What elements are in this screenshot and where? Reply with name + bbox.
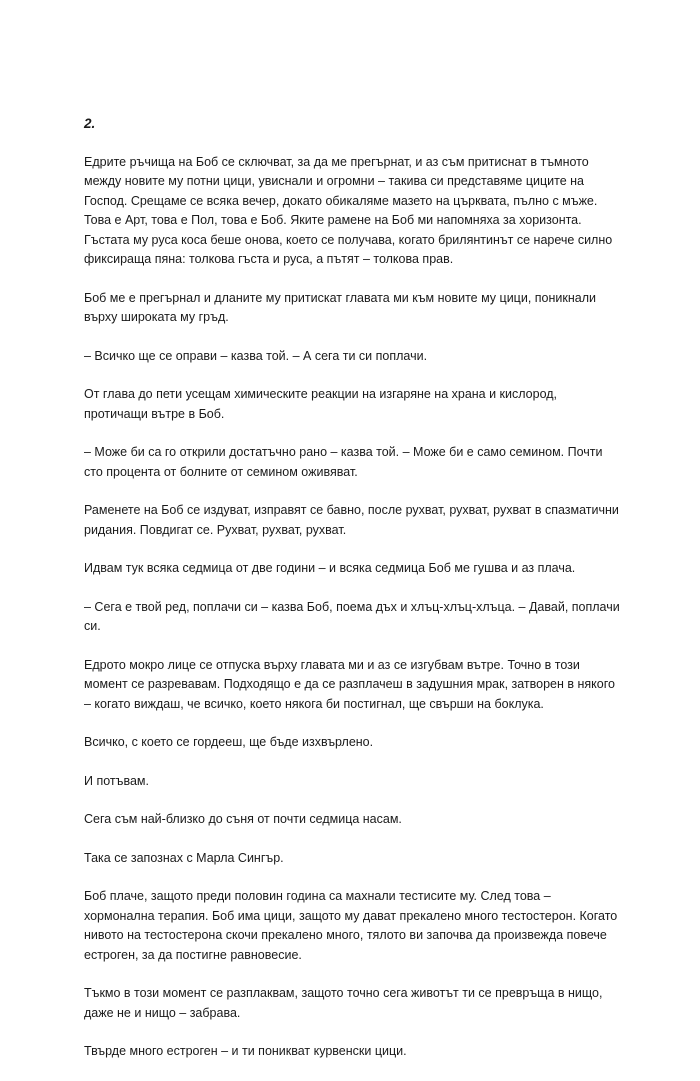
paragraph: Така се запознах с Марла Сингър. [84, 850, 284, 865]
paragraph: От глава до пети усещам химическите реакции на изгаряне на храна и кислород, протичащи вътре в Боб. [84, 387, 558, 421]
paragraph: – Всичко ще се оправи – казва той. – А сега ти си поплачи. [84, 348, 428, 363]
paragraph: Идвам тук всяка седмица от две години – и всяка седмица Боб ме гушва и аз плача. [84, 561, 576, 575]
document-body [84, 114, 624, 1081]
paragraph: Твърде много естроген – и ти поникват курвенски цици. [84, 1044, 407, 1058]
paragraph: – Може би са го открили достатъчно рано – казва той. – Може би е само семином. Почти сто процента от болните от семином оживяват. [84, 445, 603, 479]
paragraph: Едрите ръчища на Боб се сключват, за да ме прегърнат, и аз съм притиснат в тъмното между новите му потни цици, увиснали и огромни – такива си представяме циците на Господ. Срещаме се всяка вечер, докато обикаляме мазето на църквата, пълно с мъже. Това е Арт, това е Пол, това е Боб. Яките рамене на Боб ми напомняха за хоризонта. Гъстата му руса коса беше онова, което се получава, когато брилянтинът се нарече силно фиксираща пяна: толкова гъста и руса, а пътят – толкова прав. [84, 154, 613, 266]
paragraph: Раменете на Боб се издуват, изправят се бавно, после рухват, рухват, рухват в спазматични ридания. Повдигат се. Рухват, рухват, рухват. [84, 503, 619, 537]
paragraph: – Сега е твой ред, поплачи си – казва Боб, поема дъх и хлъц-хлъц-хлъца. – Давай, поплачи си. [84, 599, 620, 633]
paragraph: Боб плаче, защото преди половин година са махнали тестисите му. След това – хормонална терапия. Боб има цици, защото му дават прекалено много тестостерон. Когато нивото на тестостерона скочи прекалено много, тялото ви започва да произвежда повече естроген, за да постигне равновесие. [84, 889, 618, 962]
chapter-number: 2. [84, 116, 96, 131]
paragraph: Боб ме е прегърнал и дланите му притискат главата ми към новите му цици, поникнали върху широката му гръд. [84, 290, 596, 324]
paragraph: Сега съм най-близко до съня от почти седмица насам. [84, 812, 402, 826]
paragraph: Всичко, с което се гордееш, ще бъде изхвърлено. [84, 735, 374, 749]
paragraph: Тъкмо в този момент се разплаквам, защото точно сега животът ти се превръща в нищо, даже не и нищо – забрава. [84, 986, 603, 1020]
paragraph: И потъвам. [84, 773, 149, 788]
paragraph: Едрото мокро лице се отпуска върху главата ми и аз се изгубвам вътре. Точно в този момент се разревавам. Подходящо е да се разплачеш в задушния мрак, затворен в някого – когато виждаш, че всичко, което някога би постигнал, ще свърши на боклука. [84, 657, 615, 711]
